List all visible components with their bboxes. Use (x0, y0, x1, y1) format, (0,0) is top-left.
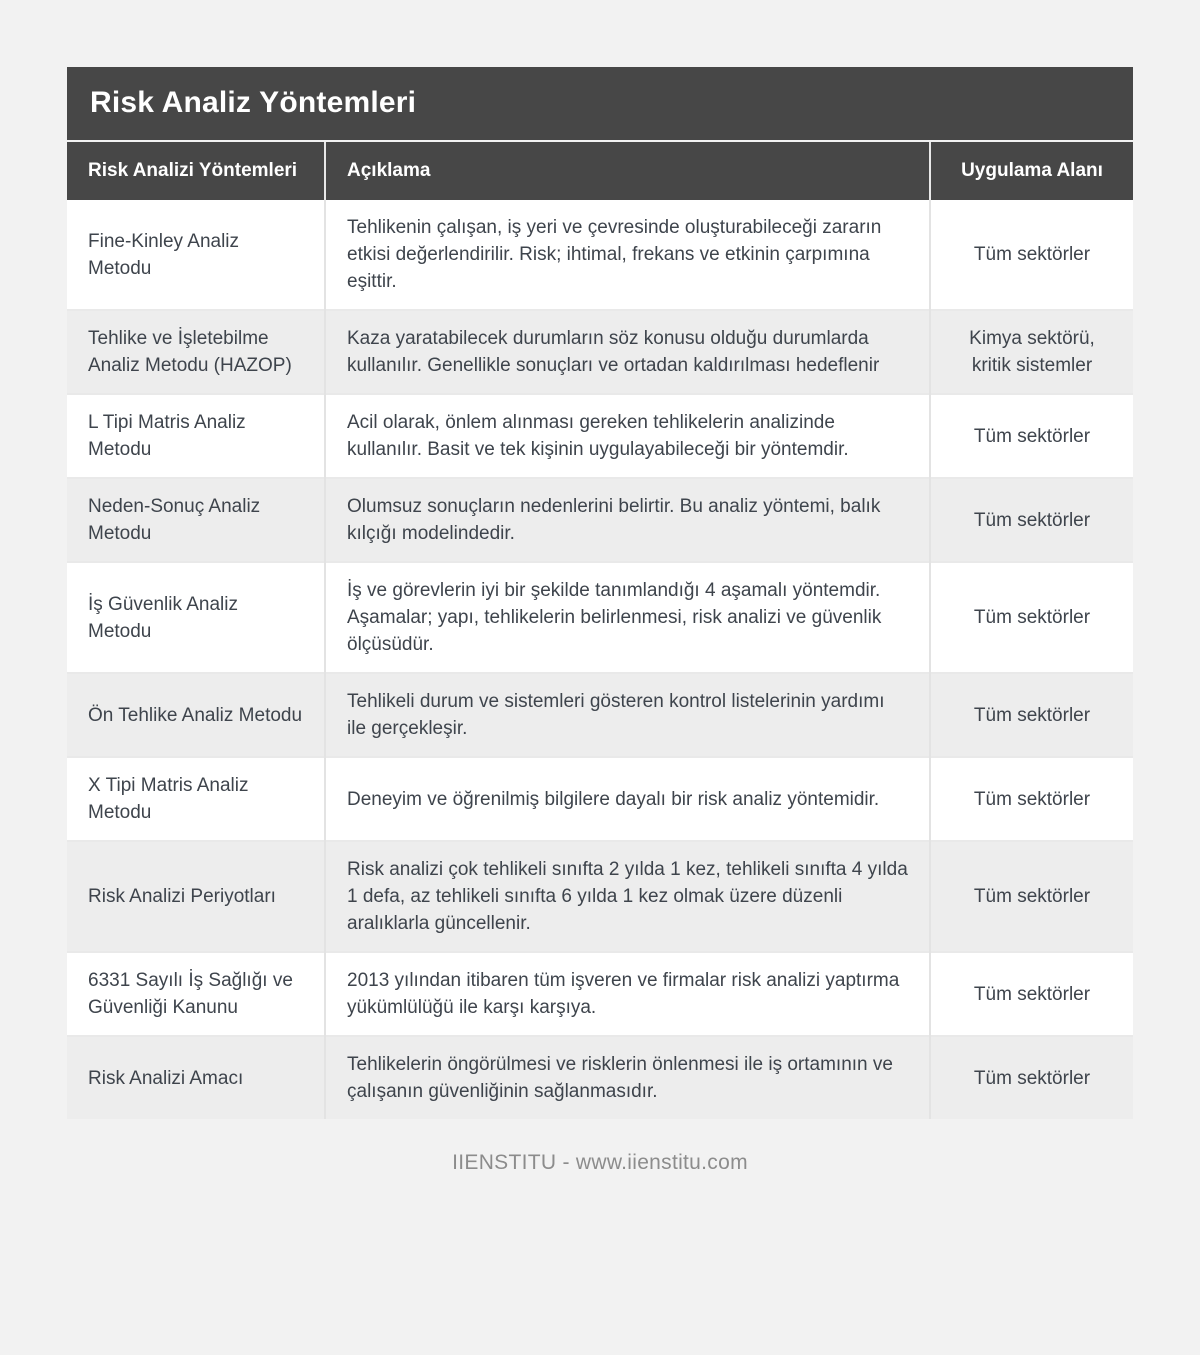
cell-method: İş Güvenlik Analiz Metodu (67, 562, 325, 673)
footer-credit: IIENSTITU - www.iienstitu.com (452, 1151, 748, 1174)
cell-method: X Tipi Matris Analiz Metodu (67, 757, 325, 841)
cell-description: Kaza yaratabilecek durumların söz konusu olduğu durumlarda kullanılır. Genellikle sonuçları ve ortadan kaldırılması hedeflenir (325, 310, 930, 394)
cell-area: Tüm sektörler (930, 394, 1133, 478)
table-row (67, 1036, 1133, 1119)
cell-area: Kimya sektörü, kritik sistemler (930, 310, 1133, 394)
cell-area: Tüm sektörler (930, 952, 1133, 1036)
cell-area: Tüm sektörler (930, 562, 1133, 673)
column-header-methods: Risk Analizi Yöntemleri (67, 142, 325, 200)
cell-method: Tehlike ve İşletebilme Analiz Metodu (HAZOP) (67, 310, 325, 394)
table-row (67, 562, 1133, 673)
table-title: Risk Analiz Yöntemleri (67, 67, 1133, 140)
cell-method: Risk Analizi Periyotları (67, 841, 325, 952)
table-row (67, 200, 1133, 310)
cell-description: 2013 yılından itibaren tüm işveren ve firmalar risk analizi yaptırma yükümlülüğü ile karşı karşıya. (325, 952, 930, 1036)
table-row (67, 310, 1133, 394)
table-row (67, 952, 1133, 1036)
table-body (67, 200, 1133, 1119)
cell-area: Tüm sektörler (930, 478, 1133, 562)
cell-description: Acil olarak, önlem alınması gereken tehlikelerin analizinde kullanılır. Basit ve tek kişinin uygulayabileceği bir yöntemdir. (325, 394, 930, 478)
cell-area: Tüm sektörler (930, 1036, 1133, 1119)
cell-description: İş ve görevlerin iyi bir şekilde tanımlandığı 4 aşamalı yöntemdir. Aşamalar; yapı, tehlikelerin belirlenmesi, risk analizi ve güvenlik ölçüsüdür. (325, 562, 930, 673)
cell-description: Tehlikenin çalışan, iş yeri ve çevresinde oluşturabileceği zararın etkisi değerlendirilir. Risk; ihtimal, frekans ve etkinin çarpımına eşittir. (325, 200, 930, 310)
cell-method: Neden-Sonuç Analiz Metodu (67, 478, 325, 562)
table-row (67, 757, 1133, 841)
column-header-application-area: Uygulama Alanı (930, 142, 1133, 200)
column-header-description: Açıklama (325, 142, 930, 200)
cell-method: Ön Tehlike Analiz Metodu (67, 673, 325, 757)
cell-method: Fine-Kinley Analiz Metodu (88, 230, 240, 279)
cell-description: Olumsuz sonuçların nedenlerini belirtir. Bu analiz yöntemi, balık kılçığı modelindedir. (325, 478, 930, 562)
table-row (67, 394, 1133, 478)
cell-method: 6331 Sayılı İş Sağlığı ve Güvenliği Kanunu (67, 952, 325, 1036)
cell-description: Risk analizi çok tehlikeli sınıfta 2 yılda 1 kez, tehlikeli sınıfta 4 yılda 1 defa, az tehlikeli sınıfta 6 yılda 1 kez olmak üzere düzenli aralıklarla güncellenir. (325, 841, 930, 952)
cell-area: Tüm sektörler (930, 200, 1133, 310)
cell-description: Tehlikeli durum ve sistemleri gösteren kontrol listelerinin yardımı ile gerçekleşir. (325, 673, 930, 757)
risk-analysis-table-container (67, 67, 1133, 1119)
cell-area: Tüm sektörler (930, 673, 1133, 757)
cell-area: Tüm sektörler (930, 757, 1133, 841)
table-row (67, 841, 1133, 952)
table-header (67, 142, 1133, 200)
cell-description: Tehlikelerin öngörülmesi ve risklerin önlenmesi ile iş ortamının ve çalışanın güvenliğinin sağlanmasıdır. (325, 1036, 930, 1119)
header-row (67, 142, 1133, 200)
cell-description: Deneyim ve öğrenilmiş bilgilere dayalı bir risk analiz yöntemidir. (325, 757, 930, 841)
cell-method: Risk Analizi Amacı (67, 1036, 325, 1119)
cell-method: L Tipi Matris Analiz Metodu (67, 394, 325, 478)
risk-analysis-table (67, 142, 1133, 1119)
table-row (67, 478, 1133, 562)
table-row (67, 673, 1133, 757)
cell-area: Tüm sektörler (930, 841, 1133, 952)
